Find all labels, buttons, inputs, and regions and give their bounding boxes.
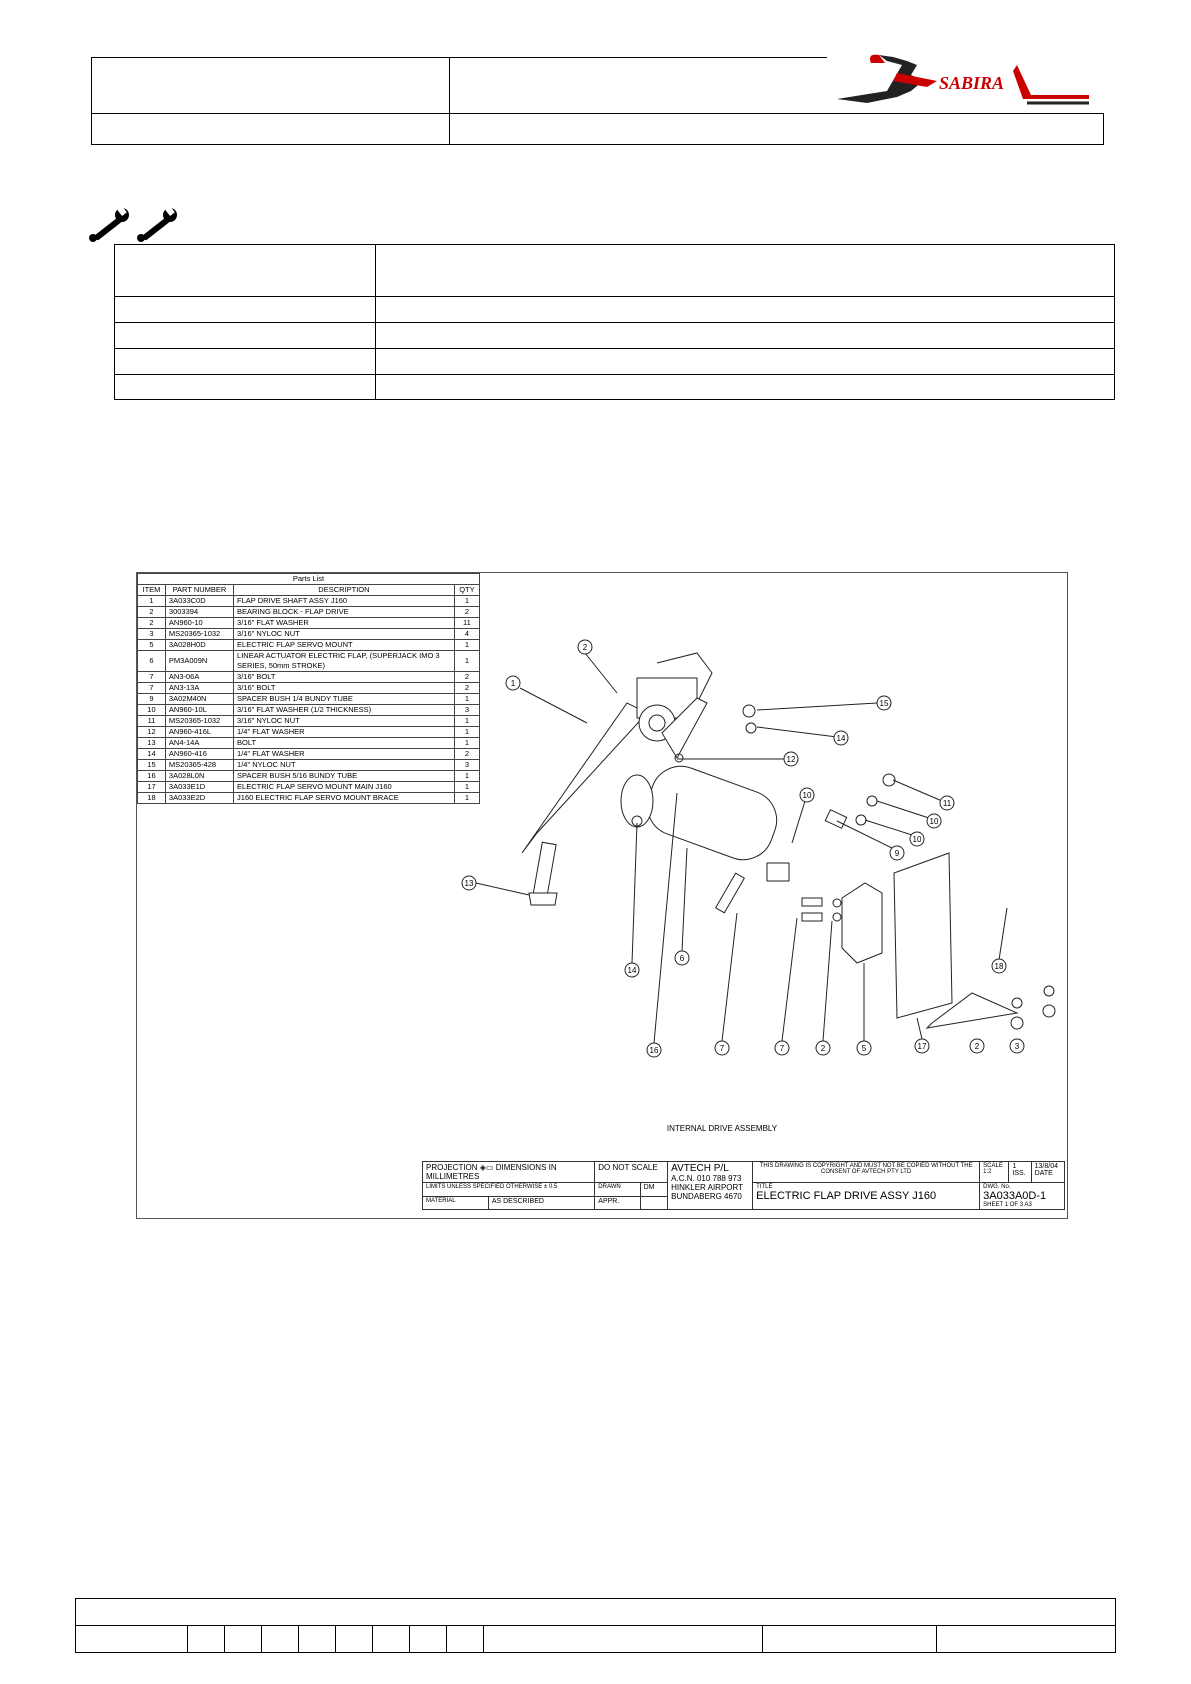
table-cell <box>376 297 1115 323</box>
parts-list-cell: 14 <box>138 749 166 760</box>
dwg-label: DWG. No. <box>983 1184 1011 1190</box>
tools-table <box>114 244 1115 400</box>
parts-list-cell: BEARING BLOCK - FLAP DRIVE <box>234 607 455 618</box>
projection-icon: ◈▭ <box>479 1163 494 1172</box>
sheets-value: 3 <box>1019 1202 1024 1208</box>
parts-list-cell: 3 <box>454 760 479 771</box>
parts-list-cell: 3A033C0D <box>165 596 233 607</box>
parts-list-cell: FLAP DRIVE SHAFT ASSY J160 <box>234 596 455 607</box>
drawing-caption: INTERNAL DRIVE ASSEMBLY <box>666 1124 778 1133</box>
parts-list-cell: MS20365-1032 <box>165 716 233 727</box>
callout: 14 <box>627 966 637 975</box>
callout: 2 <box>820 1044 826 1053</box>
iss-label: ISS. <box>1012 1170 1026 1177</box>
footer-cell <box>188 1626 225 1653</box>
parts-list-cell: 1 <box>454 738 479 749</box>
parts-list-cell: 12 <box>138 727 166 738</box>
callout: 10 <box>912 835 922 844</box>
drawing-number: 3A033A0D-1 <box>983 1190 1047 1202</box>
header-cell <box>92 58 450 114</box>
appr-value <box>640 1196 668 1210</box>
scale-value: 1:2 <box>983 1169 992 1175</box>
callout: 2 <box>974 1042 980 1051</box>
appr-label: APPR. <box>595 1196 640 1210</box>
callout: 7 <box>719 1044 725 1053</box>
footer-cell <box>410 1626 447 1653</box>
parts-list-cell: 3A033E2D <box>165 793 233 804</box>
callout: 14 <box>836 734 846 743</box>
parts-list-cell: 3/16" BOLT <box>234 683 455 694</box>
parts-list-cell: 1 <box>454 716 479 727</box>
sheet-size: A3 <box>1024 1202 1032 1208</box>
parts-list-cell: 13 <box>138 738 166 749</box>
parts-list-cell: 11 <box>454 618 479 629</box>
footer-cell <box>76 1626 188 1653</box>
footer-cell <box>299 1626 336 1653</box>
callout: 16 <box>649 1046 659 1055</box>
footer-cell <box>484 1626 763 1653</box>
parts-list-cell: 1 <box>454 782 479 793</box>
callout: 9 <box>894 849 900 858</box>
parts-list-cell: PM3A009N <box>165 651 233 672</box>
company-address: HINKLER AIRPORT <box>671 1183 744 1192</box>
parts-list-cell: MS20365-1032 <box>165 629 233 640</box>
col-header: PART NUMBER <box>165 585 233 596</box>
footer-table <box>75 1598 1116 1653</box>
parts-list-cell: AN960-10L <box>165 705 233 716</box>
parts-list-cell: 2 <box>454 672 479 683</box>
parts-list-cell: 3A028L0N <box>165 771 233 782</box>
parts-list-cell: 1/4" FLAT WASHER <box>234 749 455 760</box>
parts-list-cell: 1 <box>454 596 479 607</box>
parts-list-cell: 1 <box>454 727 479 738</box>
date-value: 13/8/04 <box>1034 1163 1058 1170</box>
parts-list-cell: 3 <box>454 705 479 716</box>
parts-list-cell: 7 <box>138 683 166 694</box>
do-not-scale: DO NOT SCALE <box>595 1162 668 1183</box>
parts-list-cell: 1 <box>454 694 479 705</box>
table-cell <box>376 375 1115 400</box>
sheet-label: SHEET <box>983 1202 1004 1208</box>
parts-list-cell: 2 <box>454 683 479 694</box>
exploded-view <box>137 573 1067 1218</box>
drawn-value: DM <box>640 1183 668 1197</box>
parts-list-cell: ELECTRIC FLAP SERVO MOUNT MAIN J160 <box>234 782 455 793</box>
material-value: AS DESCRIBED <box>488 1196 594 1210</box>
header-cell <box>450 114 1104 145</box>
date-label: DATE <box>1034 1170 1053 1177</box>
technical-drawing <box>136 572 1068 1219</box>
parts-list-cell: 5 <box>138 640 166 651</box>
drawn-label: DRAWN <box>595 1183 640 1197</box>
parts-list-cell: 15 <box>138 760 166 771</box>
header-cell <box>92 114 450 145</box>
parts-list-cell: ELECTRIC FLAP SERVO MOUNT <box>234 640 455 651</box>
parts-list-cell: BOLT <box>234 738 455 749</box>
parts-list-cell: SPACER BUSH 1/4 BUNDY TUBE <box>234 694 455 705</box>
company-address: BUNDABERG 4670 <box>671 1192 742 1201</box>
parts-list-cell: LINEAR ACTUATOR ELECTRIC FLAP, (SUPERJACK IMO 3 SERIES, 50mm STROKE) <box>234 651 455 672</box>
parts-list-cell: 3/16" FLAT WASHER <box>234 618 455 629</box>
callout: 1 <box>510 679 516 688</box>
parts-list-cell: 10 <box>138 705 166 716</box>
parts-list-cell: J160 ELECTRIC FLAP SERVO MOUNT BRACE <box>234 793 455 804</box>
footer-cell <box>336 1626 373 1653</box>
parts-list-cell: 3 <box>138 629 166 640</box>
parts-list-cell: 2 <box>454 749 479 760</box>
col-header: DESCRIPTION <box>234 585 455 596</box>
tools-icon <box>86 205 181 245</box>
callout: 13 <box>464 879 474 888</box>
callout: 15 <box>879 699 889 708</box>
drawing-title: ELECTRIC FLAP DRIVE ASSY J160 <box>756 1190 937 1202</box>
callout: 6 <box>679 954 685 963</box>
parts-list-cell: 16 <box>138 771 166 782</box>
footer-cell <box>262 1626 299 1653</box>
material-label: MATERIAL <box>423 1196 489 1210</box>
footer-cell <box>225 1626 262 1653</box>
copyright-note: THIS DRAWING IS COPYRIGHT AND MUST NOT BE COPIED WITHOUT THE CONSENT OF AVTECH PTY LTD <box>753 1162 980 1183</box>
parts-list-cell: 3/16" NYLOC NUT <box>234 716 455 727</box>
footer-cell <box>373 1626 410 1653</box>
table-cell <box>115 349 376 375</box>
table-cell <box>115 375 376 400</box>
callout: 10 <box>802 791 812 800</box>
parts-list-cell: 3003394 <box>165 607 233 618</box>
footer-cell <box>763 1626 937 1653</box>
parts-list-cell: 2 <box>138 618 166 629</box>
table-cell <box>376 349 1115 375</box>
parts-list-cell: 3/16" FLAT WASHER (1/2 THICKNESS) <box>234 705 455 716</box>
table-cell <box>115 323 376 349</box>
table-cell <box>115 297 376 323</box>
parts-list-cell: 1/4" NYLOC NUT <box>234 760 455 771</box>
col-header: ITEM <box>138 585 166 596</box>
dimensions-label: DIMENSIONS IN MILLIMETRES <box>426 1163 557 1181</box>
footer-cell <box>937 1626 1116 1653</box>
parts-list-cell: AN3-06A <box>165 672 233 683</box>
callout: 10 <box>929 817 939 826</box>
callout: 12 <box>786 755 796 764</box>
table-cell <box>376 245 1115 297</box>
parts-list-cell: 11 <box>138 716 166 727</box>
parts-list-cell: 2 <box>138 607 166 618</box>
parts-list-cell: 1 <box>138 596 166 607</box>
parts-list-cell: 1 <box>454 793 479 804</box>
parts-list-cell: 6 <box>138 651 166 672</box>
sheet-value: 1 <box>1004 1202 1009 1208</box>
parts-list-cell: 3A028H0D <box>165 640 233 651</box>
company-logo <box>827 51 1107 113</box>
callout: 7 <box>779 1044 785 1053</box>
company-name: AVTECH P/L <box>671 1163 729 1174</box>
parts-list-cell: 3/16" NYLOC NUT <box>234 629 455 640</box>
iss-value: 1 <box>1012 1163 1017 1170</box>
parts-list-cell: 3A02M40N <box>165 694 233 705</box>
title-label: TITLE <box>756 1184 773 1190</box>
parts-list-cell: 1/4" FLAT WASHER <box>234 727 455 738</box>
parts-list-cell: 18 <box>138 793 166 804</box>
scale-label: SCALE <box>983 1163 1003 1169</box>
footer-cell <box>76 1599 1116 1626</box>
parts-list-cell: 17 <box>138 782 166 793</box>
projection-label: PROJECTION <box>426 1163 478 1172</box>
parts-list-cell: 3/16" BOLT <box>234 672 455 683</box>
of-label: OF <box>1009 1202 1019 1208</box>
parts-list-cell: AN4-14A <box>165 738 233 749</box>
parts-list-cell: AN3-13A <box>165 683 233 694</box>
parts-list-cell: 7 <box>138 672 166 683</box>
title-block <box>422 1161 1065 1210</box>
parts-list-cell: MS20365-428 <box>165 760 233 771</box>
callout: 11 <box>942 799 952 808</box>
callout: 18 <box>994 962 1004 971</box>
table-cell <box>115 245 376 297</box>
parts-list-cell: 1 <box>454 651 479 672</box>
footer-cell <box>447 1626 484 1653</box>
parts-list-cell: 3A033E1D <box>165 782 233 793</box>
parts-list-cell: 2 <box>454 607 479 618</box>
parts-list-title: Parts List <box>138 574 480 585</box>
parts-list-cell: AN960-10 <box>165 618 233 629</box>
parts-list-cell: 9 <box>138 694 166 705</box>
parts-list-cell: 1 <box>454 771 479 782</box>
callout: 3 <box>1014 1042 1020 1051</box>
parts-list-cell: AN960-416 <box>165 749 233 760</box>
logo-text: SABIRA <box>939 73 1005 93</box>
table-cell <box>376 323 1115 349</box>
parts-list-cell: 1 <box>454 640 479 651</box>
callout: 17 <box>917 1042 927 1051</box>
company-acn: A.C.N. 010 788 973 <box>671 1174 742 1183</box>
parts-list-cell: 4 <box>454 629 479 640</box>
tolerance-note: LIMITS UNLESS SPECIFIED OTHERWISE ± 0.5 <box>423 1183 595 1197</box>
col-header: QTY <box>454 585 479 596</box>
parts-list-cell: AN960-416L <box>165 727 233 738</box>
header-box <box>91 57 1104 145</box>
callout: 2 <box>582 643 588 652</box>
parts-list-cell: SPACER BUSH 5/16 BUNDY TUBE <box>234 771 455 782</box>
callout: 5 <box>861 1044 867 1053</box>
